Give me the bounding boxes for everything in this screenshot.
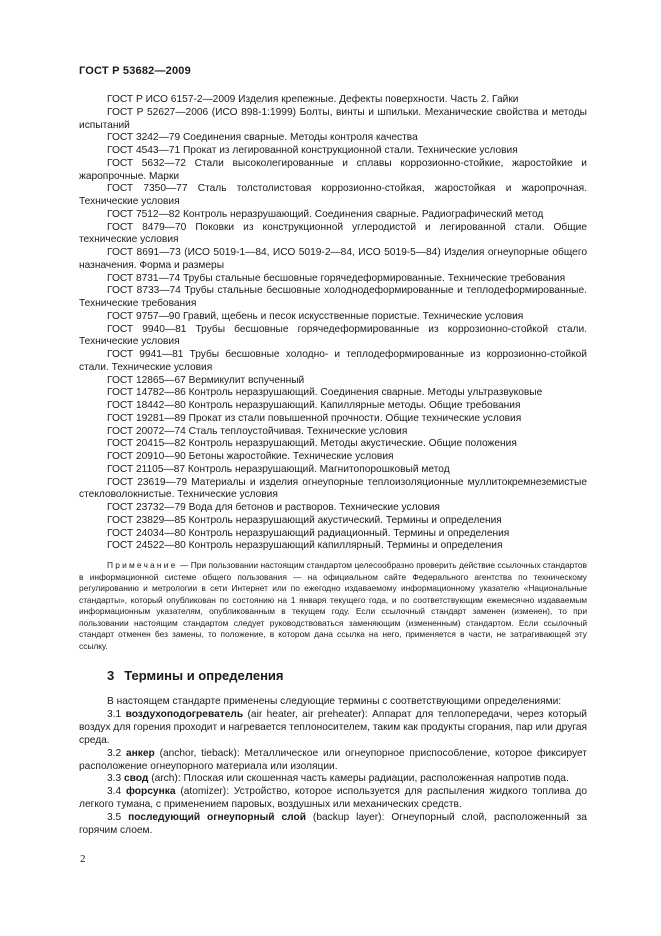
term-name: воздухоподогреватель [125, 708, 244, 720]
term-definition: Металлическое или огнеупорное приспособление, которое фиксирует расположение огнеупорного материала или изоляции. [79, 747, 587, 772]
document-header: ГОСТ Р 53682—2009 [79, 65, 191, 77]
term-number: 3.2 [107, 747, 122, 759]
reference-item: ГОСТ 20910—90 Бетоны жаростойкие. Технические условия [107, 451, 394, 462]
term-english: (arch): [151, 773, 181, 785]
reference-item: ГОСТ 5632—72 Стали высоколегированные и сплавы коррозионно-стойкие, жаростойкие и жаропрочные. Марки [79, 157, 587, 182]
reference-item: ГОСТ Р 52627—2006 (ИСО 898-1:1999) Болты, винты и шпильки. Механические свойства и методы испытаний [79, 106, 587, 131]
term-number: 3.3 [107, 773, 122, 785]
reference-item: ГОСТ 7512—82 Контроль неразрушающий. Соединения сварные. Радиографический метод [107, 208, 544, 220]
reference-item: ГОСТ 23619—79 Материалы и изделия огнеупорные теплоизоляционные муллитокремнеземистые стекловолокнистые. Технические условия [79, 476, 587, 501]
reference-item: ГОСТ 8731—74 Трубы стальные бесшовные горячедеформированные. Технические требования [107, 272, 566, 284]
reference-item: ГОСТ 4543—71 Прокат из легированной конструкционной стали. Технические условия [107, 145, 518, 156]
page-number: 2 [80, 853, 86, 865]
reference-item: ГОСТ 8691—73 (ИСО 5019-1—84, ИСО 5019-2—84, ИСО 5019-5—84) Изделия огнеупорные общего назначения. Форма и размеры [79, 247, 587, 271]
reference-item: ГОСТ 7350—77 Сталь толстолистовая коррозионно-стойкая, жаростойкая и жаропрочная. Технические условия [79, 183, 587, 207]
note-label: Примечание [107, 560, 178, 570]
terms-list [79, 696, 587, 838]
section-heading [107, 668, 284, 683]
term-definition: Плоская или скошенная часть камеры радиации, расположенная напротив пода. [183, 773, 569, 785]
reference-item: ГОСТ 19281—89 Прокат из стали повышенной прочности. Общие технические условия [107, 412, 522, 424]
term-name: форсунка [126, 786, 176, 798]
term-entry [79, 786, 587, 812]
normative-references-list [79, 94, 587, 553]
reference-item: ГОСТ Р ИСО 6157-2—2009 Изделия крепежные. Дефекты поверхности. Часть 2. Гайки [107, 94, 519, 105]
term-entry [79, 709, 587, 748]
reference-item: ГОСТ 23829—85 Контроль неразрушающий акустический. Термины и определения [107, 514, 502, 526]
term-entry [79, 773, 587, 786]
reference-item: ГОСТ 20072—74 Сталь теплоустойчивая. Технические условия [107, 425, 408, 437]
term-number: 3.1 [107, 708, 122, 720]
term-english: (atomizer): [180, 786, 230, 798]
term-name: анкер [125, 747, 155, 759]
term-definition: Аппарат для теплопередачи, через который воздух для горения проходит и нагревается теплоносителем, таким как продукты сгорания, пар или другая среда. [79, 708, 588, 746]
term-english: (anchor, tieback): [159, 747, 240, 759]
note-text: — При пользовании настоящим стандартом целесообразно проверить действие ссылочных стандартов в информационной системе общего пользования — на официальном сайте Федерального агентства по техническому регулированию и метрологии в сети Интернет или по ежегодно издаваемому информационному указателю «Национальные стандарты», который опубликован по состоянию на 1 января текущего года, и по соответствующим ежемесячно издаваемым информационным указателям, опубликованным в текущем году. Если ссылочный стандарт заменен (изменен), то при пользовании настоящим стандартом следует руководствоваться заменяющим (измененным) стандартом. Если ссылочный стандарт отменен без замены, то положение, в котором дана ссылка на него, применяется в части, не затрагивающей эту ссылку. [79, 560, 588, 651]
reference-item: ГОСТ 14782—86 Контроль неразрушающий. Соединения сварные. Методы ультразвуковые [107, 387, 543, 399]
reference-item: ГОСТ 9941—81 Трубы бесшовные холодно- и теплодеформированные из коррозионно-стойкой стали. Технические условия [79, 349, 587, 373]
reference-item: ГОСТ 21105—87 Контроль неразрушающий. Магнитопорошковый метод [107, 463, 450, 475]
terms-intro: В настоящем стандарте применены следующие термины с соответствующими определениями: [107, 696, 562, 707]
term-number: 3.5 [107, 812, 122, 824]
reference-item: ГОСТ 20415—82 Контроль неразрушающий. Методы акустические. Общие положения [107, 438, 517, 450]
reference-item: ГОСТ 24034—80 Контроль неразрушающий радиационный. Термины и определения [107, 527, 510, 539]
term-entry [79, 748, 587, 774]
reference-item: ГОСТ 12865—67 Вермикулит вспученный [107, 374, 305, 386]
section-title: Термины и определения [124, 668, 284, 683]
term-number: 3.4 [107, 786, 122, 798]
term-english: (backup layer): [312, 812, 385, 824]
term-definition: Устройство, которое используется для распыления жидкого топлива до легкого тумана, с применением паровых, воздушных или механических средств. [79, 786, 587, 811]
term-english: (air heater, air preheater): [247, 708, 368, 720]
reference-item: ГОСТ 23732—79 Вода для бетонов и растворов. Технические условия [107, 502, 440, 513]
note-paragraph [79, 560, 587, 652]
reference-item: ГОСТ 9757—90 Гравий, щебень и песок искусственные пористые. Технические условия [107, 310, 524, 322]
reference-item: ГОСТ 8733—74 Трубы стальные бесшовные холоднодеформированные и теплодеформированные. Технические требования [79, 285, 587, 309]
section-number: 3 [107, 668, 115, 683]
reference-item: ГОСТ 24522—80 Контроль неразрушающий капиллярный. Термины и определения [107, 540, 503, 552]
term-definition: Огнеупорный слой, расположенный за горячим слоем. [79, 812, 587, 837]
reference-item: ГОСТ 18442—80 Контроль неразрушающий. Капиллярные методы. Общие требования [107, 400, 521, 411]
term-name: свод [124, 773, 149, 785]
term-entry [79, 812, 587, 838]
reference-item: ГОСТ 3242—79 Соединения сварные. Методы контроля качества [107, 132, 418, 144]
reference-item: ГОСТ 9940—81 Трубы бесшовные горячедеформированные из коррозионно-стойкой стали. Технические условия [79, 323, 587, 348]
reference-item: ГОСТ 8479—70 Поковки из конструкционной углеродистой и легированной стали. Общие технические условия [79, 221, 587, 246]
term-name: последующий огнеупорный слой [128, 812, 306, 824]
